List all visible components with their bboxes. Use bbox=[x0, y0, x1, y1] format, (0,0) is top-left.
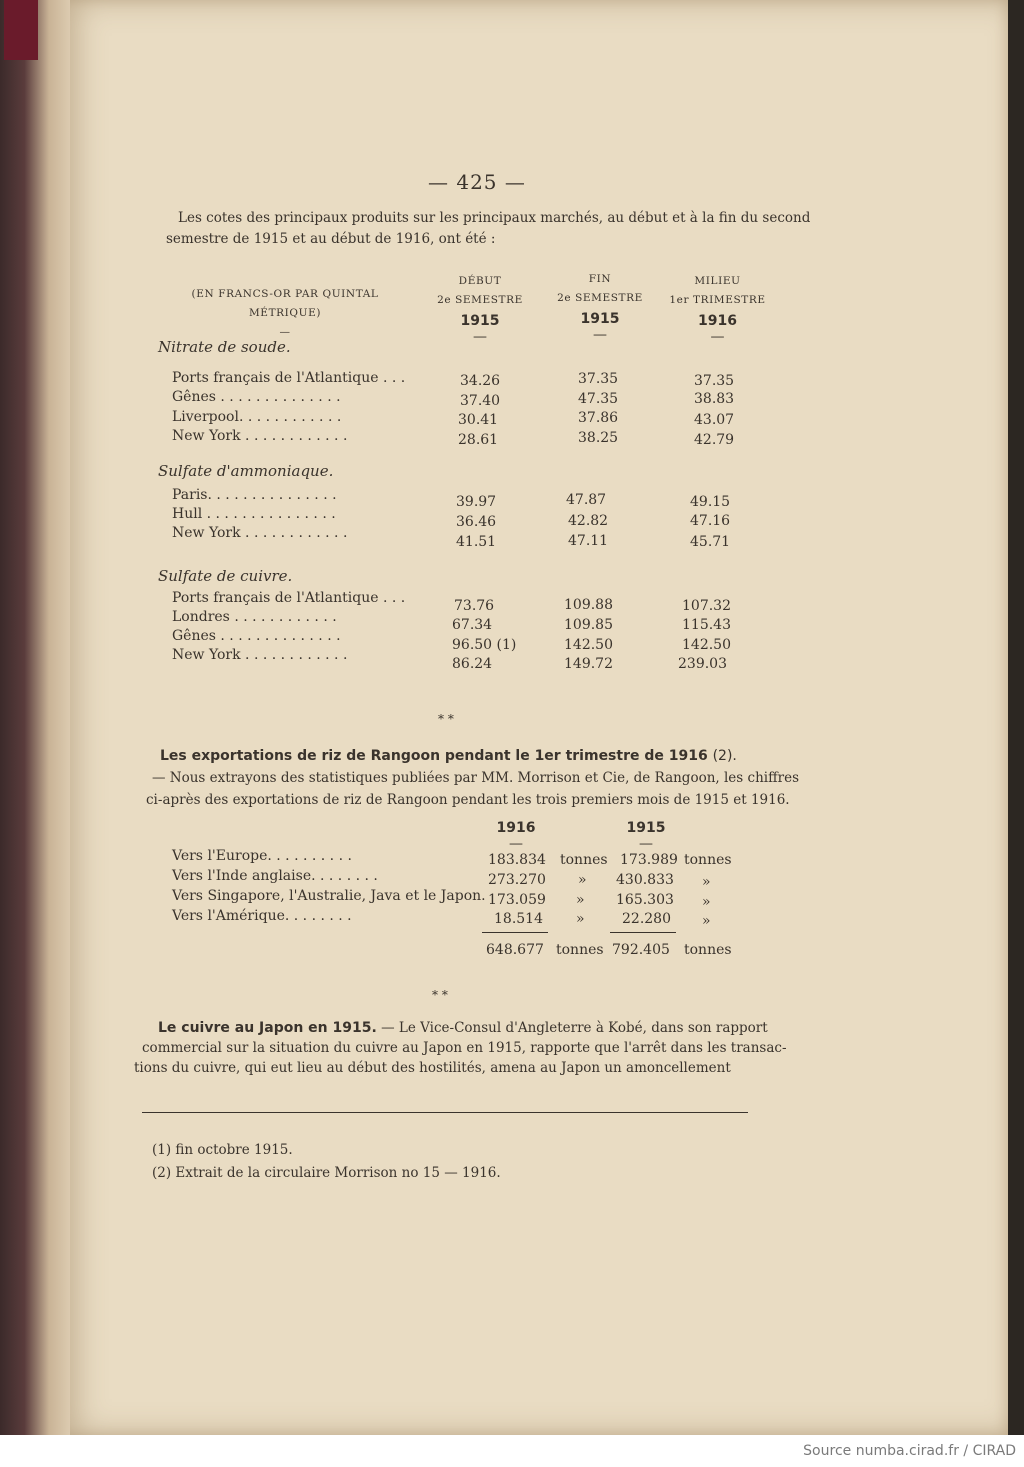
rice-unit: » bbox=[702, 874, 711, 890]
rice-row-label: Vers l'Amérique. . . . . . . . bbox=[172, 908, 352, 924]
row-value: 37.35 bbox=[578, 371, 619, 387]
rice-row-label: Vers l'Europe. . . . . . . . . . bbox=[172, 848, 352, 864]
rice-total-value: 648.677 bbox=[486, 942, 544, 958]
rice-year-1916: 1916 bbox=[496, 820, 536, 836]
group-title: Sulfate d'ammoniaque. bbox=[158, 462, 334, 480]
rice-total-unit: tonnes bbox=[556, 942, 604, 958]
spine-binding bbox=[4, 0, 38, 60]
rice-unit: » bbox=[702, 894, 711, 910]
row-value: 34.26 bbox=[460, 373, 501, 389]
row-value: 41.51 bbox=[456, 534, 497, 550]
row-value: 115.43 bbox=[682, 617, 731, 633]
rice-total-rule-1915 bbox=[610, 932, 676, 933]
row-value: 47.11 bbox=[568, 533, 609, 549]
rice-row-label: Vers Singapore, l'Australie, Java et le Japon. bbox=[172, 888, 486, 904]
rice-value: 18.514 bbox=[494, 911, 543, 927]
row-label: Gênes . . . . . . . . . . . . . . bbox=[172, 628, 341, 644]
section-separator: * * bbox=[438, 712, 454, 726]
col-dash-1: — bbox=[473, 329, 487, 345]
rice-dash-2: — bbox=[639, 836, 653, 852]
row-label: Liverpool. . . . . . . . . . . . bbox=[172, 409, 342, 425]
rice-dash-1: — bbox=[509, 836, 523, 852]
row-label: Ports français de l'Atlantique . . . bbox=[172, 590, 406, 606]
rice-value: 273.270 bbox=[488, 872, 546, 888]
footnote-rule bbox=[142, 1112, 748, 1113]
row-value: 86.24 bbox=[452, 656, 493, 672]
rice-unit: » bbox=[702, 913, 711, 929]
col-header-3: MILIEU 1er TRIMESTRE bbox=[669, 275, 766, 306]
row-value: 43.07 bbox=[694, 412, 735, 428]
row-value: 42.79 bbox=[694, 432, 735, 448]
copper-line-1: Le cuivre au Japon en 1915. — Le Vice-Consul d'Angleterre à Kobé, dans son rapport bbox=[158, 1020, 768, 1036]
row-label: Ports français de l'Atlantique . . . bbox=[172, 370, 406, 386]
copper-line-3: tions du cuivre, qui eut lieu au début des hostilités, amena au Japon un amoncellement bbox=[134, 1060, 731, 1076]
book-spine bbox=[0, 0, 70, 1435]
row-value: 47.35 bbox=[578, 391, 619, 407]
intro-line-1: Les cotes des principaux produits sur les principaux marchés, au début et à la fin du second bbox=[178, 210, 811, 226]
row-value: 30.41 bbox=[458, 412, 499, 428]
row-label: Londres . . . . . . . . . . . . bbox=[172, 609, 337, 625]
col-dash-2: — bbox=[593, 327, 607, 343]
row-value: 45.71 bbox=[690, 534, 731, 550]
row-label: New York . . . . . . . . . . . . bbox=[172, 525, 348, 541]
rice-title: Les exportations de riz de Rangoon pendant le 1er trimestre de 1916 (2). bbox=[160, 748, 737, 764]
rice-value: 183.834 bbox=[488, 852, 546, 868]
row-value: 36.46 bbox=[456, 514, 497, 530]
row-label: Hull . . . . . . . . . . . . . . . bbox=[172, 506, 336, 522]
row-value: 142.50 bbox=[564, 637, 613, 653]
row-label: New York . . . . . . . . . . . . bbox=[172, 647, 348, 663]
rice-value: 173.989 bbox=[620, 852, 678, 868]
row-value: 47.87 bbox=[566, 492, 607, 508]
col-year-1: 1915 bbox=[460, 313, 500, 329]
row-value: 149.72 bbox=[564, 656, 613, 672]
rice-unit: tonnes bbox=[684, 852, 732, 868]
rice-value: 165.303 bbox=[616, 892, 674, 908]
row-value: 96.50 (1) bbox=[452, 637, 517, 653]
col-header-2: FIN 2e SEMESTRE bbox=[557, 273, 643, 304]
rice-unit: » bbox=[576, 892, 585, 908]
rice-total-unit: tonnes bbox=[684, 942, 732, 958]
col-year-2: 1915 bbox=[580, 311, 620, 327]
group-title: Sulfate de cuivre. bbox=[158, 567, 293, 585]
rice-unit: » bbox=[578, 872, 587, 888]
row-value: 28.61 bbox=[458, 432, 499, 448]
row-value: 37.40 bbox=[460, 393, 501, 409]
row-value: 109.85 bbox=[564, 617, 613, 633]
row-value: 73.76 bbox=[454, 598, 495, 614]
copper-line-2: commercial sur la situation du cuivre au Japon en 1915, rapporte que l'arrêt dans les transac- bbox=[142, 1040, 787, 1056]
row-value: 38.83 bbox=[694, 391, 735, 407]
row-value: 47.16 bbox=[690, 513, 731, 529]
rice-total-value: 792.405 bbox=[612, 942, 670, 958]
row-label: New York . . . . . . . . . . . . bbox=[172, 428, 348, 444]
rice-year-1915: 1915 bbox=[626, 820, 666, 836]
row-value: 239.03 bbox=[678, 656, 727, 672]
row-value: 67.34 bbox=[452, 617, 493, 633]
rice-unit: tonnes bbox=[560, 852, 608, 868]
rice-value: 22.280 bbox=[622, 911, 671, 927]
row-label: Paris. . . . . . . . . . . . . . . bbox=[172, 487, 337, 503]
rice-value: 173.059 bbox=[488, 892, 546, 908]
row-label: Gênes . . . . . . . . . . . . . . bbox=[172, 389, 341, 405]
col-year-3: 1916 bbox=[698, 313, 737, 329]
row-value: 37.35 bbox=[694, 373, 735, 389]
rice-row-label: Vers l'Inde anglaise. . . . . . . . bbox=[172, 868, 378, 884]
row-value: 142.50 bbox=[682, 637, 731, 653]
rice-text-2: ci-après des exportations de riz de Rangoon pendant les trois premiers mois de 1915 et 1916. bbox=[146, 792, 790, 808]
intro-line-2: semestre de 1915 et au début de 1916, ont été : bbox=[166, 231, 496, 247]
rice-value: 430.833 bbox=[616, 872, 674, 888]
col-dash-3: — bbox=[710, 329, 725, 345]
page-number: — 425 — bbox=[428, 170, 526, 194]
row-value: 107.32 bbox=[682, 598, 731, 614]
rice-text-1: — Nous extrayons des statistiques publiées par MM. Morrison et Cie, de Rangoon, les chiffres bbox=[152, 770, 800, 786]
unit-label: (EN FRANCS-OR PAR QUINTAL MÉTRIQUE) — bbox=[191, 288, 379, 338]
source-credit: Source numba.cirad.fr / CIRAD bbox=[803, 1443, 1016, 1459]
group-title: Nitrate de soude. bbox=[158, 338, 291, 356]
rice-total-rule-1916 bbox=[482, 932, 548, 933]
row-value: 42.82 bbox=[568, 513, 609, 529]
row-value: 37.86 bbox=[578, 410, 619, 426]
footnote-2: (2) Extrait de la circulaire Morrison no 15 — 1916. bbox=[152, 1165, 501, 1181]
rice-unit: » bbox=[576, 911, 585, 927]
col-header-1: DÉBUT 2e SEMESTRE bbox=[437, 275, 523, 306]
row-value: 49.15 bbox=[690, 494, 731, 510]
row-value: 109.88 bbox=[564, 597, 613, 613]
footnote-1: (1) fin octobre 1915. bbox=[152, 1142, 293, 1158]
row-value: 38.25 bbox=[578, 430, 619, 446]
row-value: 39.97 bbox=[456, 494, 497, 510]
section-separator: * * bbox=[432, 988, 448, 1002]
